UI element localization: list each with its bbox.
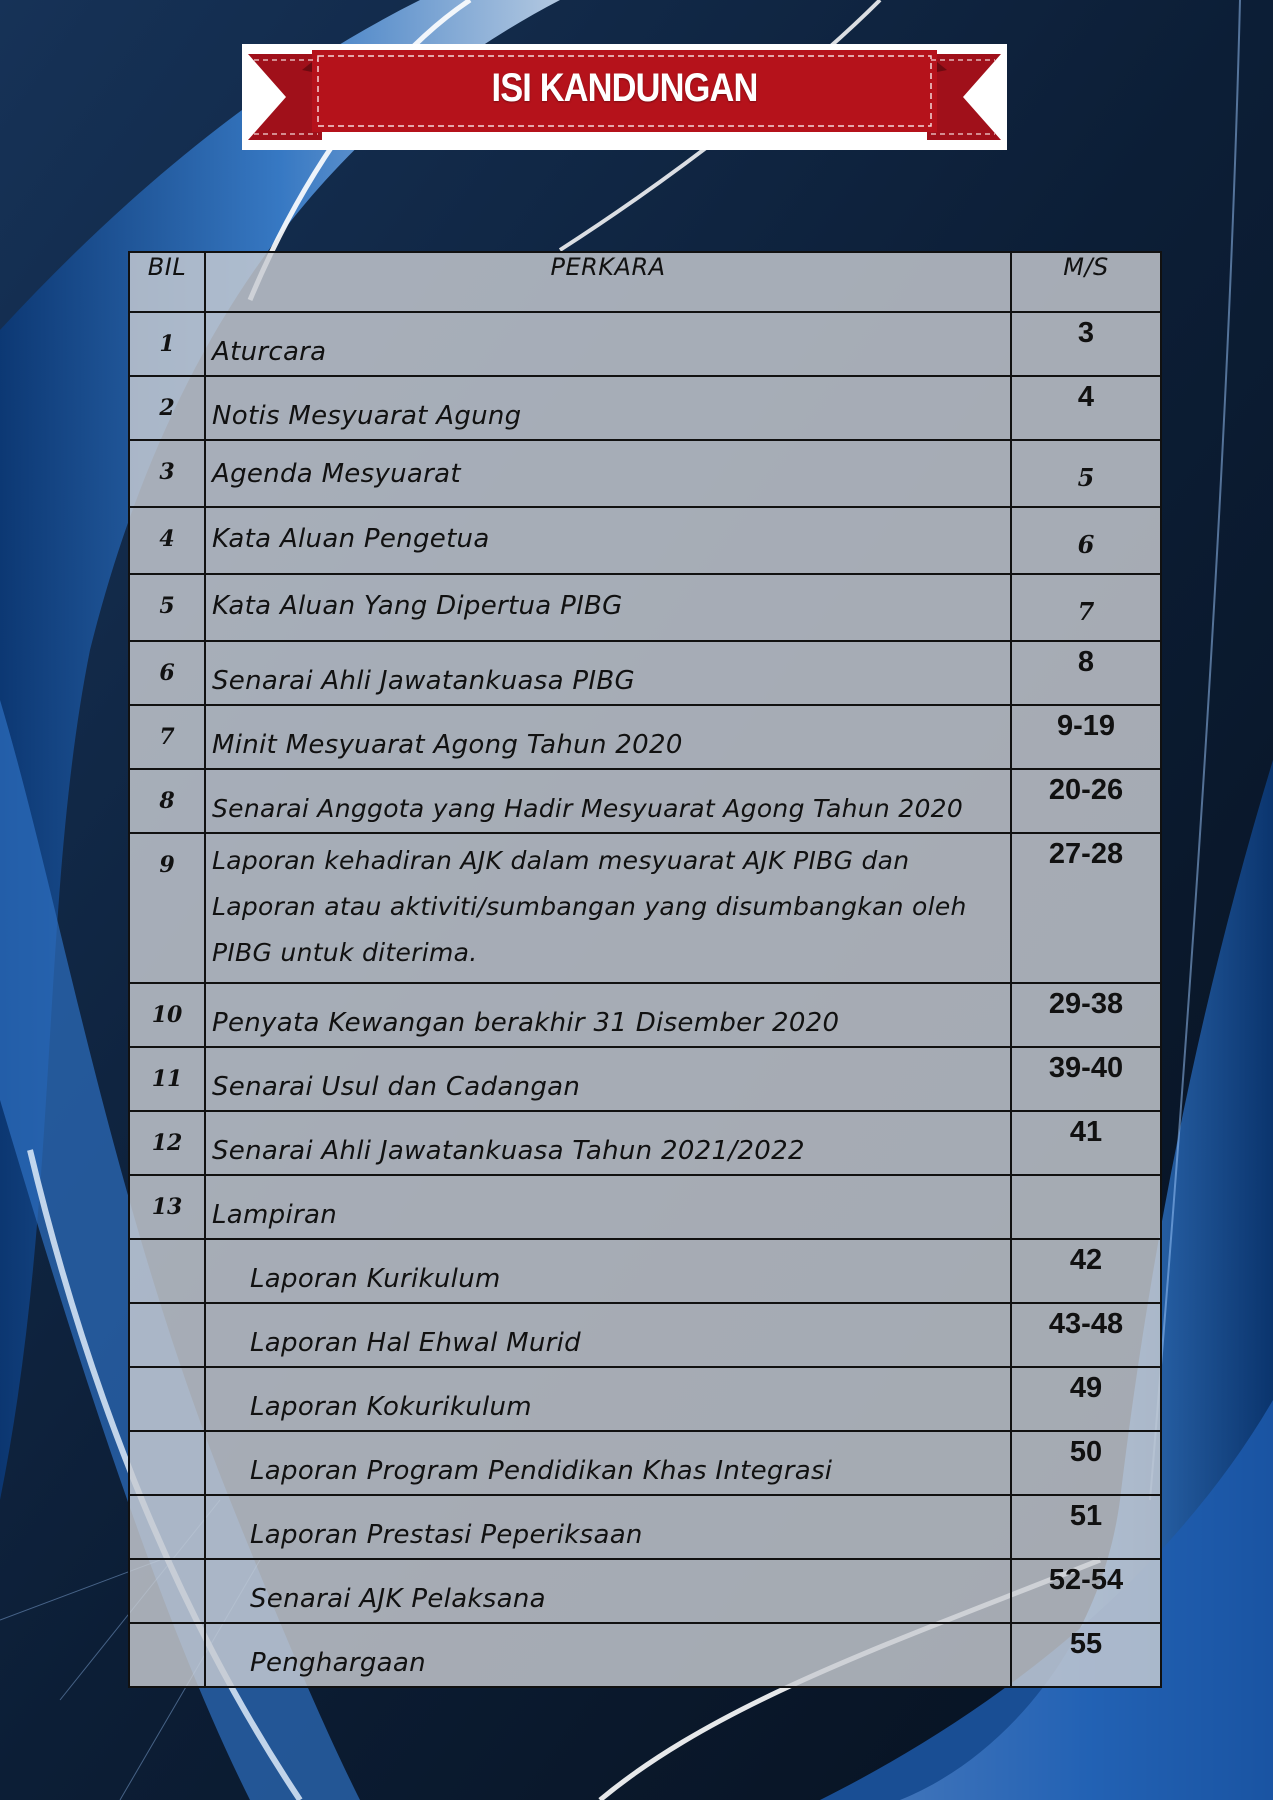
column-header-bil: BIL bbox=[129, 252, 205, 312]
table-row bbox=[129, 574, 1161, 641]
row-number: 3 bbox=[129, 440, 205, 507]
row-item: Minit Mesyuarat Agong Tahun 2020 bbox=[205, 705, 1011, 769]
row-number: 12 bbox=[129, 1111, 205, 1175]
table-row bbox=[129, 1303, 1161, 1367]
row-item: Laporan Kokurikulum bbox=[205, 1367, 1011, 1431]
table-row bbox=[129, 833, 1161, 983]
row-item: Laporan Prestasi Peperiksaan bbox=[205, 1495, 1011, 1559]
table-row bbox=[129, 1175, 1161, 1239]
row-number: 4 bbox=[129, 507, 205, 574]
row-page: 4 bbox=[1011, 376, 1161, 440]
row-number: 9 bbox=[129, 833, 205, 983]
row-number bbox=[129, 1495, 205, 1559]
table-row bbox=[129, 641, 1161, 705]
row-item: Senarai Anggota yang Hadir Mesyuarat Agong Tahun 2020 bbox=[205, 769, 1011, 833]
row-page: 29-38 bbox=[1011, 983, 1161, 1047]
row-item: Lampiran bbox=[205, 1175, 1011, 1239]
row-item: Laporan kehadiran AJK dalam mesyuarat AJK PIBG dan Laporan atau aktiviti/sumbangan yang disumbangkan oleh PIBG untuk diterima. bbox=[205, 833, 1011, 983]
row-number: 6 bbox=[129, 641, 205, 705]
row-number: 13 bbox=[129, 1175, 205, 1239]
row-page: 43-48 bbox=[1011, 1303, 1161, 1367]
row-page: 52-54 bbox=[1011, 1559, 1161, 1623]
table-row bbox=[129, 705, 1161, 769]
row-page bbox=[1011, 1175, 1161, 1239]
row-item: Senarai AJK Pelaksana bbox=[205, 1559, 1011, 1623]
table-header-row bbox=[129, 252, 1161, 312]
row-page: 6 bbox=[1011, 507, 1161, 574]
row-item: Aturcara bbox=[205, 312, 1011, 376]
row-item: Agenda Mesyuarat bbox=[205, 440, 1011, 507]
table-row bbox=[129, 1431, 1161, 1495]
table-row bbox=[129, 440, 1161, 507]
title-banner bbox=[242, 44, 1007, 150]
table-row bbox=[129, 312, 1161, 376]
row-page: 8 bbox=[1011, 641, 1161, 705]
row-page: 7 bbox=[1011, 574, 1161, 641]
row-page: 39-40 bbox=[1011, 1047, 1161, 1111]
table-row bbox=[129, 1495, 1161, 1559]
row-item: Senarai Usul dan Cadangan bbox=[205, 1047, 1011, 1111]
row-number bbox=[129, 1303, 205, 1367]
row-page: 41 bbox=[1011, 1111, 1161, 1175]
row-number: 10 bbox=[129, 983, 205, 1047]
table-of-contents bbox=[128, 251, 1162, 1688]
page-title: ISI KANDUNGAN bbox=[491, 66, 758, 110]
table-row bbox=[129, 507, 1161, 574]
row-number bbox=[129, 1239, 205, 1303]
row-number: 11 bbox=[129, 1047, 205, 1111]
row-item: Kata Aluan Pengetua bbox=[205, 507, 1011, 574]
row-item: Laporan Hal Ehwal Murid bbox=[205, 1303, 1011, 1367]
table-row bbox=[129, 769, 1161, 833]
row-number: 5 bbox=[129, 574, 205, 641]
row-number: 8 bbox=[129, 769, 205, 833]
row-page: 27-28 bbox=[1011, 833, 1161, 983]
row-number bbox=[129, 1623, 205, 1687]
column-header-perkara: PERKARA bbox=[205, 252, 1011, 312]
row-number: 2 bbox=[129, 376, 205, 440]
row-page: 49 bbox=[1011, 1367, 1161, 1431]
table-row bbox=[129, 376, 1161, 440]
row-number: 7 bbox=[129, 705, 205, 769]
row-page: 50 bbox=[1011, 1431, 1161, 1495]
column-header-ms: M/S bbox=[1011, 252, 1161, 312]
table-row bbox=[129, 1367, 1161, 1431]
table-row bbox=[129, 983, 1161, 1047]
row-item: Laporan Kurikulum bbox=[205, 1239, 1011, 1303]
row-page: 55 bbox=[1011, 1623, 1161, 1687]
row-item: Senarai Ahli Jawatankuasa PIBG bbox=[205, 641, 1011, 705]
row-item: Notis Mesyuarat Agung bbox=[205, 376, 1011, 440]
row-item: Kata Aluan Yang Dipertua PIBG bbox=[205, 574, 1011, 641]
row-number bbox=[129, 1367, 205, 1431]
row-page: 5 bbox=[1011, 440, 1161, 507]
row-page: 3 bbox=[1011, 312, 1161, 376]
table-row bbox=[129, 1239, 1161, 1303]
table-row bbox=[129, 1559, 1161, 1623]
row-item: Penyata Kewangan berakhir 31 Disember 2020 bbox=[205, 983, 1011, 1047]
row-item: Senarai Ahli Jawatankuasa Tahun 2021/2022 bbox=[205, 1111, 1011, 1175]
row-number bbox=[129, 1431, 205, 1495]
row-page: 20-26 bbox=[1011, 769, 1161, 833]
table-row bbox=[129, 1111, 1161, 1175]
row-number: 1 bbox=[129, 312, 205, 376]
row-item: Laporan Program Pendidikan Khas Integrasi bbox=[205, 1431, 1011, 1495]
row-page: 9-19 bbox=[1011, 705, 1161, 769]
table-row bbox=[129, 1623, 1161, 1687]
row-page: 42 bbox=[1011, 1239, 1161, 1303]
table-row bbox=[129, 1047, 1161, 1111]
row-number bbox=[129, 1559, 205, 1623]
row-item: Penghargaan bbox=[205, 1623, 1011, 1687]
row-page: 51 bbox=[1011, 1495, 1161, 1559]
